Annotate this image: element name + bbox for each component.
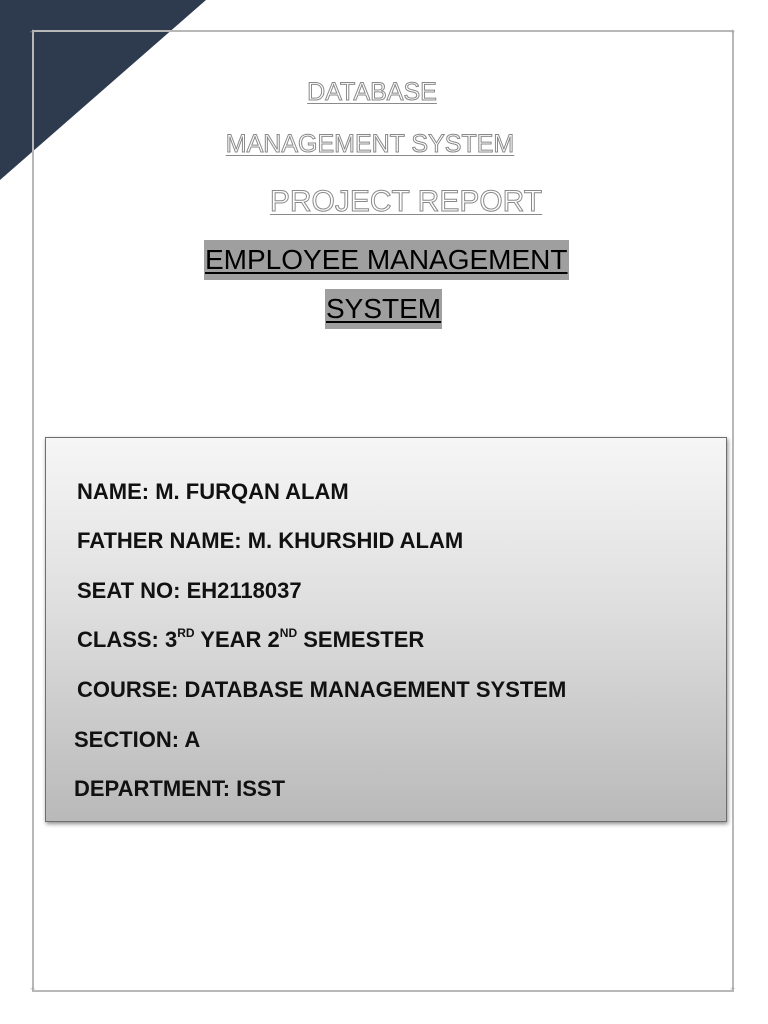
border-corner-mark: + xyxy=(730,984,736,994)
seat-number: SEAT NO: EH2118037 xyxy=(77,578,302,603)
border-corner-mark: + xyxy=(730,27,736,37)
student-name: NAME: M. FURQAN ALAM xyxy=(77,479,349,504)
section: SECTION: A xyxy=(74,727,201,752)
border-corner-mark: + xyxy=(30,984,36,994)
project-title-line2: SYSTEM xyxy=(325,289,442,329)
header-management-system: MANAGEMENT SYSTEM xyxy=(225,130,515,158)
course: COURSE: DATABASE MANAGEMENT SYSTEM xyxy=(77,677,567,702)
class-info xyxy=(77,626,424,657)
class-middle: YEAR 2 xyxy=(194,627,280,652)
student-info-box xyxy=(45,437,727,822)
border-corner-mark: + xyxy=(30,27,36,37)
father-name: FATHER NAME: M. KHURSHID ALAM xyxy=(77,528,464,553)
department: DEPARTMENT: ISST xyxy=(74,776,286,801)
header-project-report: PROJECT REPORT xyxy=(269,185,543,218)
class-ordinal-year: RD xyxy=(177,626,195,640)
class-ordinal-semester: ND xyxy=(279,626,298,640)
project-title-line1: EMPLOYEE MANAGEMENT xyxy=(204,240,569,280)
header-database: DATABASE xyxy=(307,78,437,106)
class-suffix: SEMESTER xyxy=(297,627,425,652)
class-prefix: CLASS: 3 xyxy=(77,627,178,652)
